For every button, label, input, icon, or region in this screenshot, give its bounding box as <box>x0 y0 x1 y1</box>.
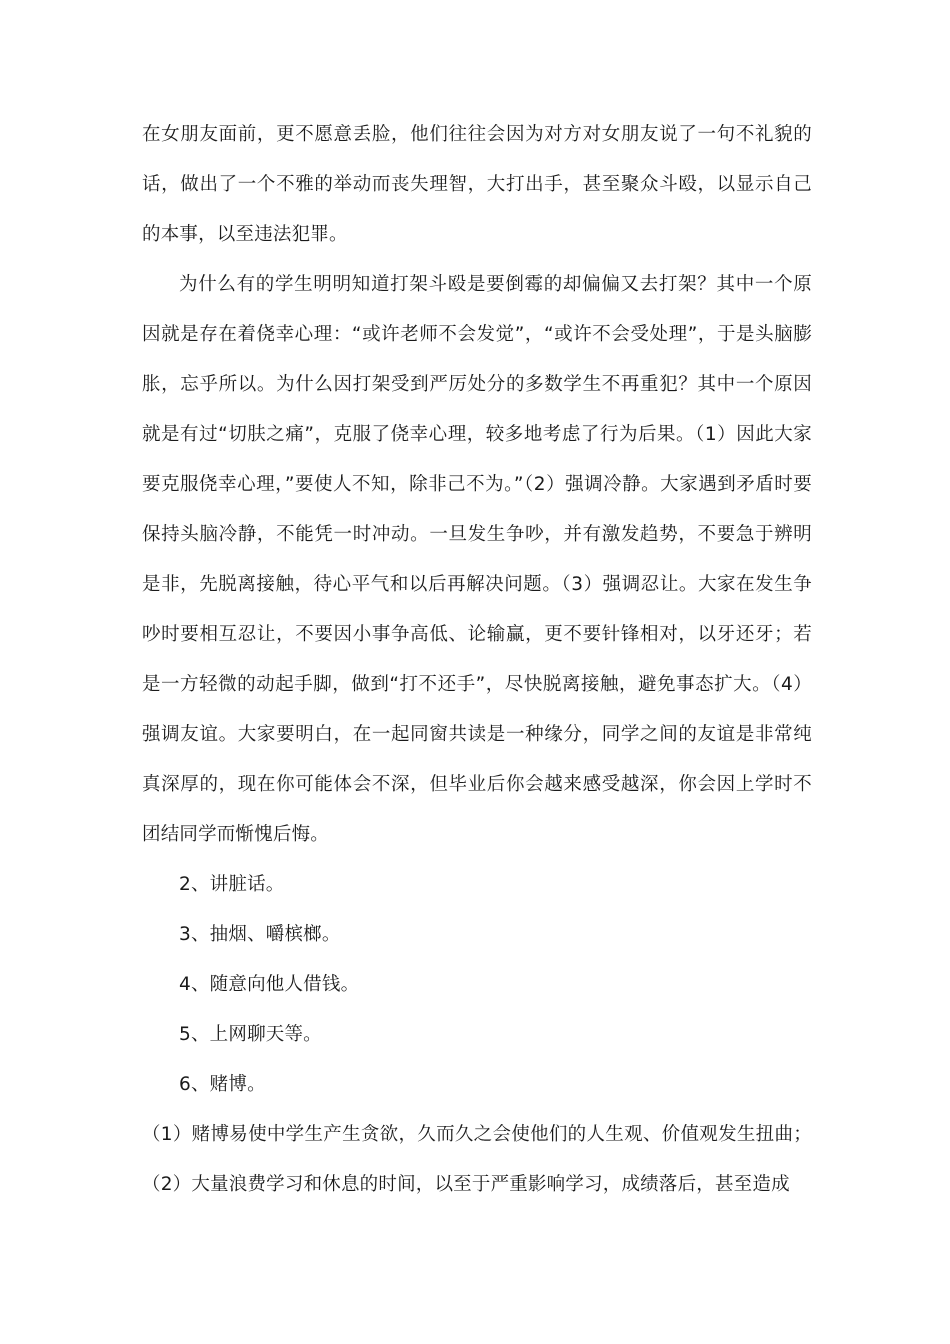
list-item: 3、抽烟、嚼槟榔。 <box>179 924 341 945</box>
paragraph-block <box>142 110 812 260</box>
paragraph-block <box>142 260 812 860</box>
paragraph-text: （1）赌博易使中学生产生贪欲，久而久之会使他们的人生观、价值观发生扭曲；（2）大量浪费学习和休息的时间，以至于严重影响学习，成绩落后，甚至造成 <box>142 1124 812 1195</box>
paragraph-block <box>142 1110 812 1210</box>
list-item: 6、赌博。 <box>179 1074 266 1095</box>
list-item: 4、随意向他人借钱。 <box>179 974 360 995</box>
paragraph-text: 为什么有的学生明明知道打架斗殴是要倒霉的却偏偏又去打架？其中一个原因就是存在着侥幸心理：“或许老师不会发觉”，“或许不会受处理”，于是头脑膨胀，忘乎所以。为什么因打架受到严厉处分的多数学生不再重犯？其中一个原因就是有过“切肤之痛”，克服了侥幸心理，较多地考虑了行为后果。（1）因此大家要克服侥幸心理，”要使人不知，除非己不为。”（2）强调冷静。大家遇到矛盾时要保持头脑冷静，不能凭一时冲动。一旦发生争吵，并有激发趋势，不要急于辨明是非，先脱离接触，待心平气和以后再解决问题。（3）强调忍让。大家在发生争吵时要相互忍让，不要因小事争高低、论输赢，更不要针锋相对，以牙还牙；若是一方轻微的动起手脚，做到“打不还手”，尽快脱离接触，避免事态扩大。（4）强调友谊。大家要明白，在一起同窗共读是一种缘分，同学之间的友谊是非常纯真深厚的，现在你可能体会不深，但毕业后你会越来感受越深，你会因上学时不团结同学而惭愧后悔。 <box>142 274 812 845</box>
list-item: 2、讲脏话。 <box>179 874 285 895</box>
list-item: 5、上网聊天等。 <box>179 1024 322 1045</box>
paragraph-text: 在女朋友面前，更不愿意丢脸，他们往往会因为对方对女朋友说了一句不礼貌的话，做出了一个不雅的举动而丧失理智，大打出手，甚至聚众斗殴，以显示自己的本事，以至违法犯罪。 <box>142 124 812 245</box>
numbered-list <box>142 860 812 1110</box>
